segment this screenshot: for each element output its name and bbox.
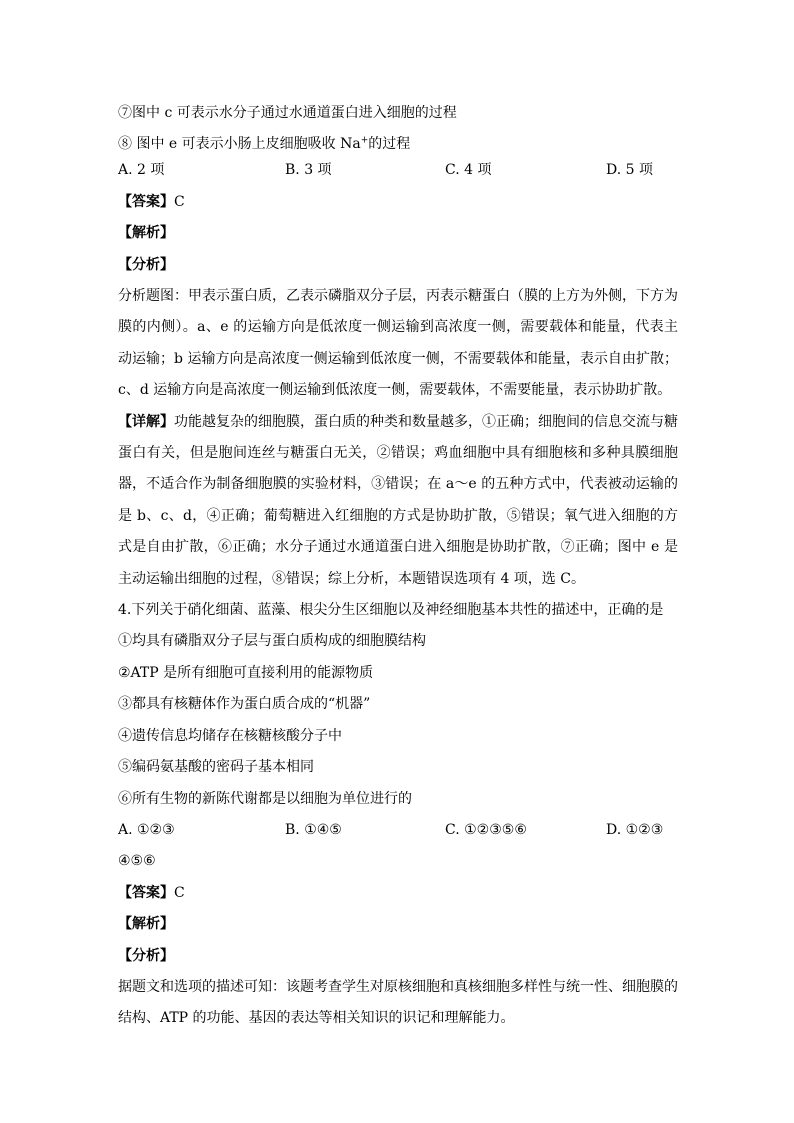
q4-answer: 【答案】C bbox=[118, 884, 185, 901]
q4-stem: 4.下列关于硝化细菌、蓝藻、根尖分生区细胞以及神经细胞基本共性的描述中，正确的是 bbox=[118, 602, 664, 619]
q3-analysis: 分析题图：甲表示蛋白质，乙表示磷脂双分子层，丙表示糖蛋白（膜的上方为外侧，下方为膜的内侧）。a、e 的运输方向是低浓度一侧运输到高浓度一侧，需要载体和能量，代表主动运输；b 运输方向是高浓度一侧运输到低浓度一侧，不需要载体和能量，表示自由扩散；c、d 运输方向是高浓度一侧运输到低浓度一侧，需要载体，不需要能量，表示协助扩散。 bbox=[118, 288, 678, 399]
document-content bbox=[118, 102, 678, 1035]
q4-option-c: C. ①②③⑤⑥ bbox=[445, 821, 527, 838]
q4-options bbox=[118, 815, 678, 846]
q3-options bbox=[118, 155, 678, 186]
q3-jiexi-heading: 【解析】 bbox=[118, 225, 174, 242]
q4-analysis: 据题文和选项的描述可知：该题考查学生对原核细胞和真核细胞多样性与统一性、细胞膜的结构、ATP 的功能、基因的表达等相关知识的识记和理解能力。 bbox=[118, 978, 678, 1027]
q4-option-d-continued: ④⑤⑥ bbox=[118, 853, 156, 870]
q4-statement-4: ④遗传信息均储存在核糖核酸分子中 bbox=[118, 727, 342, 744]
q3-statement-7: ⑦图中 c 可表示水分子通过水通道蛋白进入细胞的过程 bbox=[118, 105, 457, 121]
q4-option-a: A. ①②③ bbox=[118, 821, 175, 838]
q3-statement-8: ⑧ 图中 e 可表示小肠上皮细胞吸收 Na+的过程 bbox=[118, 135, 411, 153]
q3-option-d: D. 5 项 bbox=[606, 162, 653, 179]
q4-statement-3: ③都具有核糖体作为蛋白质合成的“机器” bbox=[118, 696, 371, 713]
q4-fenxi-heading: 【分析】 bbox=[118, 947, 174, 964]
q4-jiexi-heading: 【解析】 bbox=[118, 916, 174, 933]
q3-option-a: A. 2 项 bbox=[118, 162, 165, 179]
q4-statement-1: ①均具有磷脂双分子层与蛋白质构成的细胞膜结构 bbox=[118, 633, 426, 650]
q4-statement-2: ②ATP 是所有细胞可直接利用的能源物质 bbox=[118, 664, 374, 681]
q4-statement-5: ⑤编码氨基酸的密码子基本相同 bbox=[118, 759, 314, 776]
q3-detail: 【详解】功能越复杂的细胞膜，蛋白质的种类和数量越多，①正确；细胞间的信息交流与糖蛋白有关，但是胞间连丝与糖蛋白无关，②错误；鸡血细胞中具有细胞核和多种具膜细胞器，不适合作为制备细胞膜的实验材料，③错误；在 a～e 的五种方式中，代表被动运输的是 b、c、d，④正确；葡萄糖进入红细胞的方式是协助扩散，⑤错误；氧气进入细胞的方式是自由扩散，⑥正确；水分子通过水通道蛋白进入细胞是协助扩散，⑦正确；图中 e 是主动运输出细胞的过程，⑧错误；综上分析，本题错误选项有 4 项，选 C。 bbox=[118, 413, 678, 587]
q3-answer: 【答案】C bbox=[118, 193, 185, 210]
q3-fenxi-heading: 【分析】 bbox=[118, 256, 174, 273]
q4-option-d: D. ①②③ bbox=[606, 821, 664, 838]
q4-statement-6: ⑥所有生物的新陈代谢都是以细胞为单位进行的 bbox=[118, 790, 412, 807]
q3-option-c: C. 4 项 bbox=[445, 162, 492, 179]
q3-option-b: B. 3 项 bbox=[285, 162, 332, 179]
q4-option-b: B. ①④⑤ bbox=[285, 821, 342, 838]
